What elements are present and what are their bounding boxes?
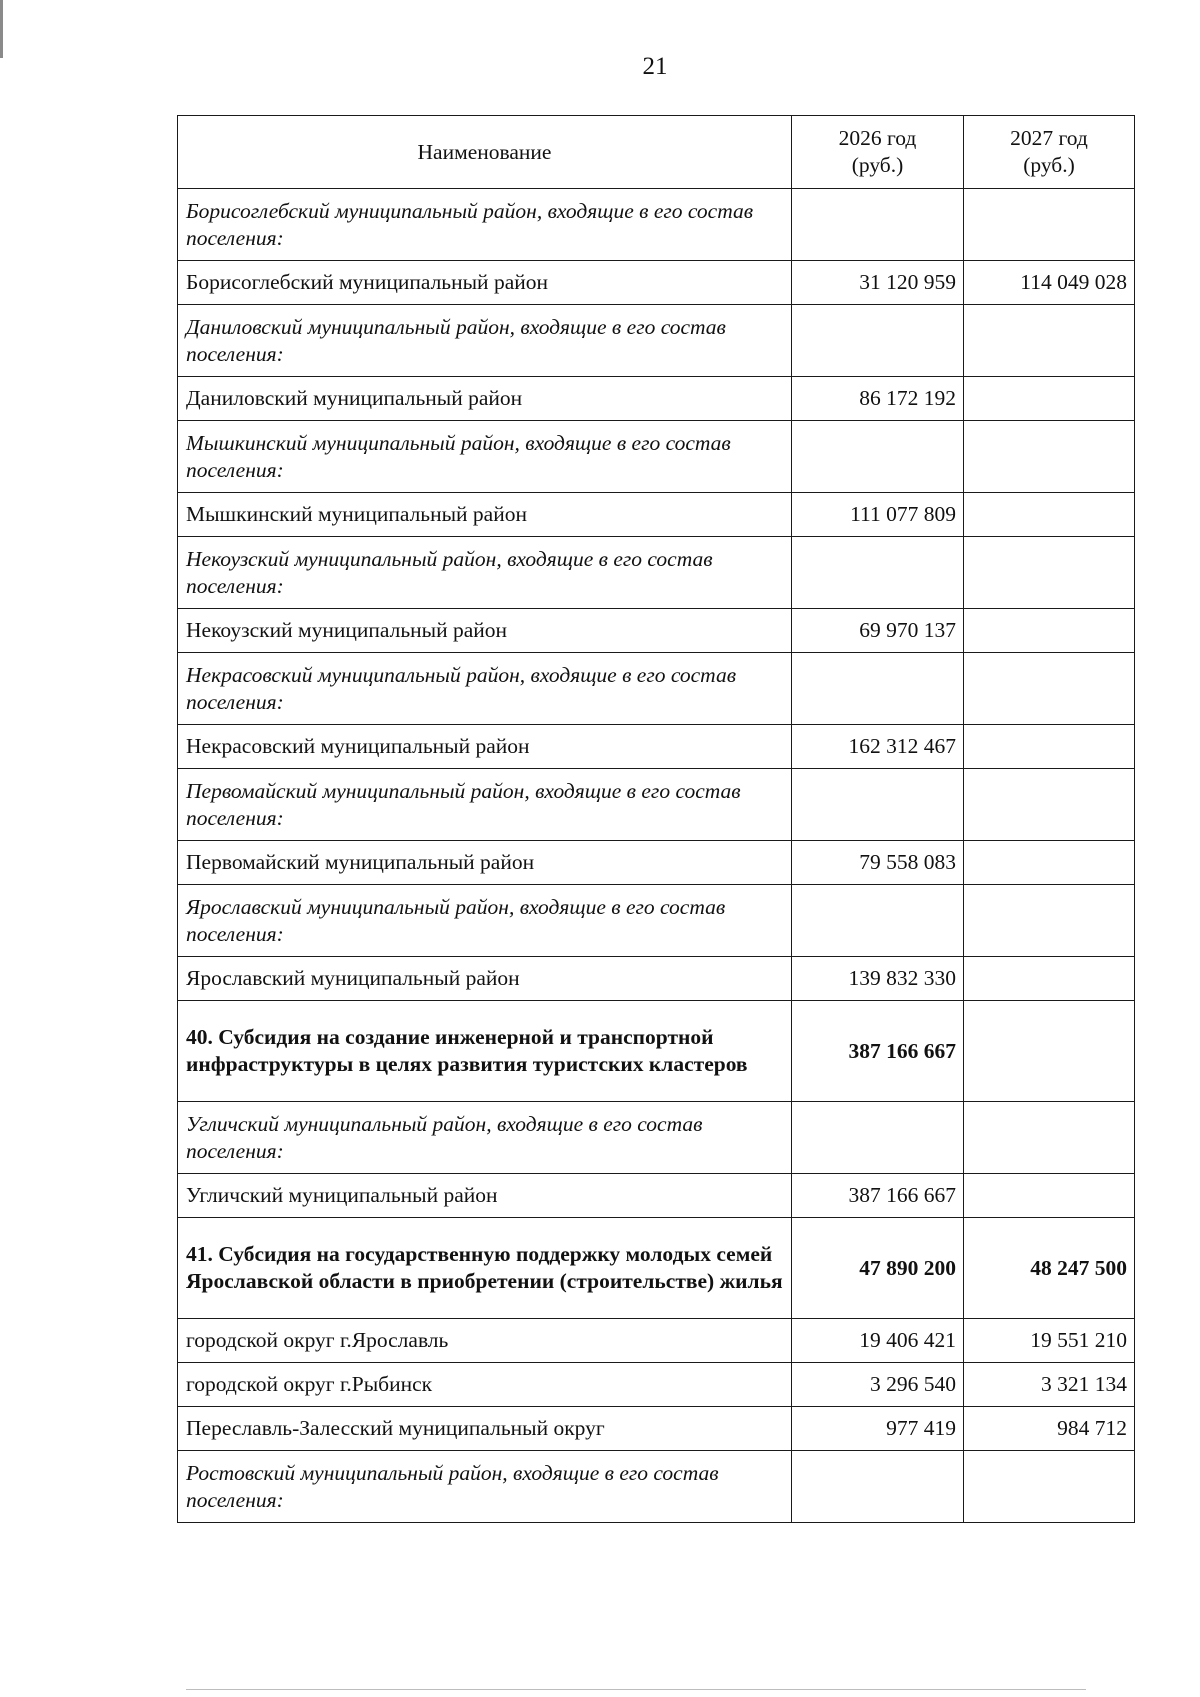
row-2027-value (964, 769, 1135, 841)
table-row (178, 957, 1135, 1001)
table-row (178, 189, 1135, 261)
row-2027-value (964, 653, 1135, 725)
table-row (178, 841, 1135, 885)
table-row (178, 261, 1135, 305)
row-name: Ярославский муниципальный район (178, 957, 792, 1001)
row-name: Ростовский муниципальный район, входящие в его состав поселения: (178, 1451, 792, 1523)
row-name: Некоузский муниципальный район, входящие в его состав поселения: (178, 537, 792, 609)
row-2026-value: 79 558 083 (792, 841, 964, 885)
table-row (178, 1363, 1135, 1407)
table-row (178, 1174, 1135, 1218)
table-row (178, 421, 1135, 493)
row-2027-value (964, 725, 1135, 769)
row-2026-value (792, 653, 964, 725)
row-2027-value (964, 841, 1135, 885)
table-row (178, 377, 1135, 421)
header-2027-year: 2027 год (1010, 126, 1088, 150)
table-row (178, 609, 1135, 653)
row-2026-value (792, 769, 964, 841)
header-2026-unit: (руб.) (851, 153, 904, 177)
row-2026-value: 162 312 467 (792, 725, 964, 769)
row-2027-value (964, 305, 1135, 377)
row-2027-value (964, 609, 1135, 653)
table-row-subsidy-total (178, 1218, 1135, 1319)
table-row (178, 1102, 1135, 1174)
header-2026 (792, 116, 964, 189)
header-2027-unit: (руб.) (1023, 153, 1075, 177)
row-2026-value (792, 1451, 964, 1523)
table-row (178, 1319, 1135, 1363)
header-name: Наименование (178, 116, 792, 189)
row-2027-value: 114 049 028 (964, 261, 1135, 305)
row-2026-value: 139 832 330 (792, 957, 964, 1001)
row-2026-value (792, 1102, 964, 1174)
scan-bottom-line (186, 1689, 1086, 1690)
row-2027-value (964, 1174, 1135, 1218)
row-2027-value (964, 537, 1135, 609)
scan-edge-mark (0, 0, 3, 58)
header-2026-year: 2026 год (838, 126, 917, 150)
row-name: Угличский муниципальный район, входящие в его состав поселения: (178, 1102, 792, 1174)
row-2026-value (792, 537, 964, 609)
row-name: Первомайский муниципальный район, входящие в его состав поселения: (178, 769, 792, 841)
row-2027-value (964, 957, 1135, 1001)
row-name: Ярославский муниципальный район, входящие в его состав поселения: (178, 885, 792, 957)
row-name: Даниловский муниципальный район, входящие в его состав поселения: (178, 305, 792, 377)
table-row (178, 653, 1135, 725)
row-name: Некрасовский муниципальный район, входящие в его состав поселения: (178, 653, 792, 725)
table-row-subsidy-total (178, 1001, 1135, 1102)
row-name: 41. Субсидия на государственную поддержку молодых семей Ярославской области в приобретении (строительстве) жилья (178, 1218, 792, 1319)
page-number: 21 (642, 53, 668, 80)
table-header-row (178, 116, 1135, 189)
table-row (178, 769, 1135, 841)
row-2027-value (964, 421, 1135, 493)
row-name: Угличский муниципальный район (178, 1174, 792, 1218)
row-2027-value (964, 885, 1135, 957)
row-2027-value (964, 377, 1135, 421)
row-2027-value: 48 247 500 (964, 1218, 1135, 1319)
table-row (178, 725, 1135, 769)
row-name: Мышкинский муниципальный район, входящие в его состав поселения: (178, 421, 792, 493)
row-2027-value: 19 551 210 (964, 1319, 1135, 1363)
row-name: Мышкинский муниципальный район (178, 493, 792, 537)
row-name: Первомайский муниципальный район (178, 841, 792, 885)
row-name: Некрасовский муниципальный район (178, 725, 792, 769)
row-2026-value: 69 970 137 (792, 609, 964, 653)
table-row (178, 1451, 1135, 1523)
row-2026-value: 387 166 667 (792, 1001, 964, 1102)
row-2027-value: 3 321 134 (964, 1363, 1135, 1407)
row-2026-value: 31 120 959 (792, 261, 964, 305)
row-2026-value: 977 419 (792, 1407, 964, 1451)
table-row (178, 537, 1135, 609)
row-2026-value: 387 166 667 (792, 1174, 964, 1218)
row-name: Некоузский муниципальный район (178, 609, 792, 653)
row-name: Даниловский муниципальный район (178, 377, 792, 421)
row-name: Переславль-Залесский муниципальный округ (178, 1407, 792, 1451)
table-row (178, 885, 1135, 957)
row-2027-value (964, 493, 1135, 537)
row-2026-value: 86 172 192 (792, 377, 964, 421)
table-row (178, 305, 1135, 377)
row-name: 40. Субсидия на создание инженерной и транспортной инфраструктуры в целях развития туристских кластеров (178, 1001, 792, 1102)
row-2026-value: 47 890 200 (792, 1218, 964, 1319)
row-name: городской округ г.Рыбинск (178, 1363, 792, 1407)
row-2026-value (792, 189, 964, 261)
row-2026-value: 111 077 809 (792, 493, 964, 537)
row-name: Борисоглебский муниципальный район, входящие в его состав поселения: (178, 189, 792, 261)
table-row (178, 493, 1135, 537)
row-2026-value (792, 421, 964, 493)
row-2027-value (964, 189, 1135, 261)
budget-table (177, 115, 1135, 1523)
row-name: Борисоглебский муниципальный район (178, 261, 792, 305)
row-2027-value (964, 1001, 1135, 1102)
row-2026-value: 3 296 540 (792, 1363, 964, 1407)
row-name: городской округ г.Ярославль (178, 1319, 792, 1363)
row-2027-value: 984 712 (964, 1407, 1135, 1451)
table-row (178, 1407, 1135, 1451)
row-2026-value (792, 885, 964, 957)
row-2027-value (964, 1102, 1135, 1174)
row-2026-value (792, 305, 964, 377)
header-2027 (964, 116, 1135, 189)
row-2026-value: 19 406 421 (792, 1319, 964, 1363)
row-2027-value (964, 1451, 1135, 1523)
